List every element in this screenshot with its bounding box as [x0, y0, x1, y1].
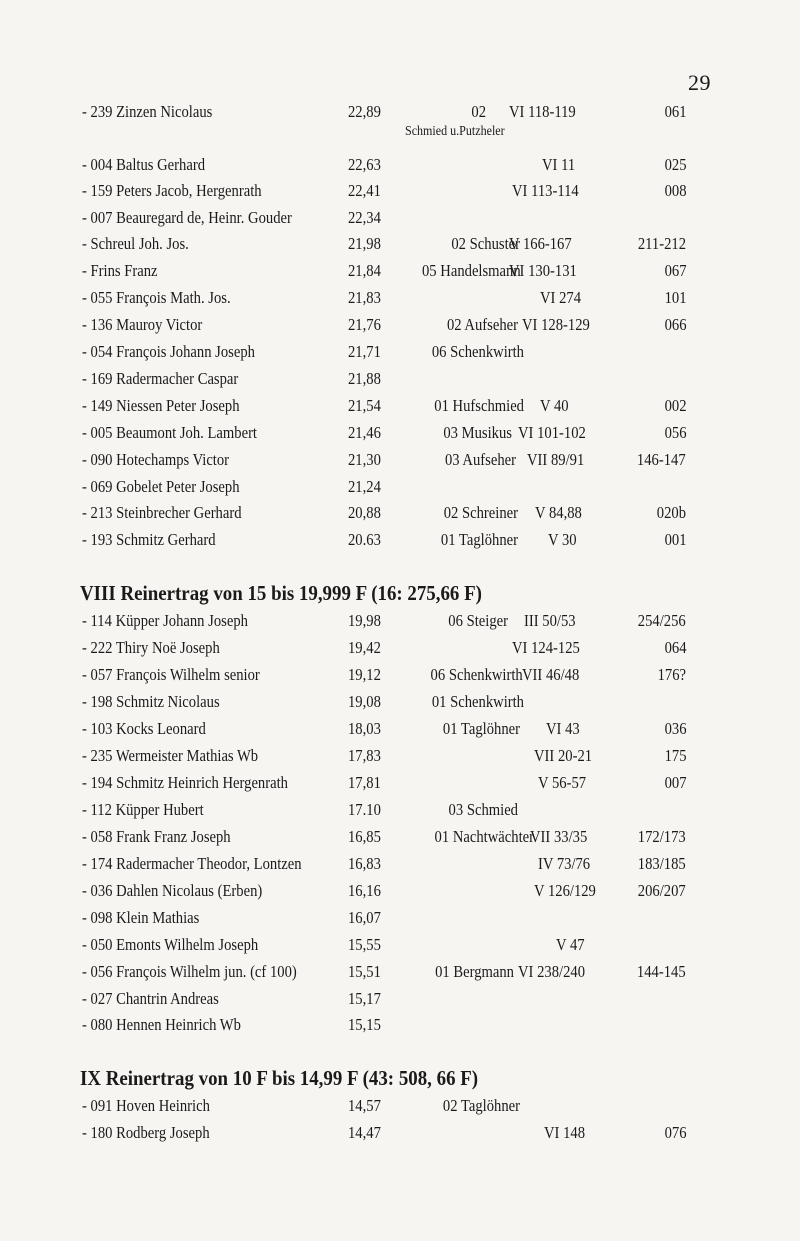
- entry-reference: VI 238/240: [518, 962, 586, 981]
- list-item: [0, 743, 800, 769]
- entry-reference: VII 33/35: [530, 827, 588, 846]
- entry-value: 17.10: [348, 800, 381, 819]
- entry-profession: 01 Taglöhner: [442, 719, 520, 738]
- entry-profession: 01 Schenkwirth: [431, 692, 524, 711]
- entry-profession: 06 Steiger: [448, 611, 508, 630]
- entry-name: - 239 Zinzen Nicolaus: [82, 102, 213, 121]
- entry-value: 19,98: [348, 611, 381, 630]
- entry-name: - 194 Schmitz Heinrich Hergenrath: [82, 773, 288, 792]
- entry-reference: VII 89/91: [527, 450, 585, 469]
- entry-reference: VI 274: [540, 288, 582, 307]
- entry-reference: VI 130-131: [509, 261, 577, 280]
- entry-value: 21,46: [348, 423, 381, 442]
- entry-code: 176?: [657, 665, 686, 684]
- entry-value: 15,51: [348, 962, 381, 981]
- entry-name: - 027 Chantrin Andreas: [82, 989, 219, 1008]
- entry-value: 21,71: [348, 342, 381, 361]
- entry-reference: VI 43: [546, 719, 580, 738]
- entry-name: - 056 François Wilhelm jun. (cf 100): [82, 962, 297, 981]
- list-item: [0, 824, 800, 850]
- entry-code: 144-145: [637, 962, 686, 981]
- entry-name: - 222 Thiry Noë Joseph: [82, 638, 220, 657]
- entry-profession: 06 Schenkwirth: [430, 665, 523, 684]
- entry-reference: V 30: [548, 530, 577, 549]
- entry-code: 206/207: [638, 881, 686, 900]
- list-item: [0, 1120, 800, 1146]
- entry-value: 15,55: [348, 935, 381, 954]
- entry-reference: VII 20-21: [534, 746, 593, 765]
- list-item: [0, 285, 800, 311]
- entry-profession: 05 Handelsmann: [422, 261, 521, 280]
- entry-profession: 02 Aufseher: [446, 315, 518, 334]
- entry-name: - 149 Niessen Peter Joseph: [82, 396, 240, 415]
- entry-name: - 004 Baltus Gerhard: [82, 155, 206, 174]
- entry-value: 17,81: [348, 773, 381, 792]
- entry-reference: V 56-57: [538, 773, 587, 792]
- entry-value: 19,12: [348, 665, 381, 684]
- entry-value: 16,16: [348, 881, 381, 900]
- entry-name: - 007 Beauregard de, Heinr. Gouder: [82, 208, 292, 227]
- entry-name: - 112 Küpper Hubert: [82, 800, 204, 819]
- entry-value: 22,41: [348, 181, 381, 200]
- entry-reference: V 40: [540, 396, 569, 415]
- entry-code: 056: [664, 423, 686, 442]
- list-item: [0, 152, 800, 178]
- entry-code: 061: [664, 102, 686, 121]
- entry-value: 17,83: [348, 746, 381, 765]
- list-item: [0, 258, 800, 284]
- entry-value: 19,08: [348, 692, 381, 711]
- entry-profession: 03 Musikus: [443, 423, 512, 442]
- entry-code: 254/256: [638, 611, 686, 630]
- entry-code: 036: [664, 719, 686, 738]
- entry-value: 22,63: [348, 155, 381, 174]
- list-item: [0, 447, 800, 473]
- list-item: [0, 393, 800, 419]
- entry-reference: VI 128-129: [522, 315, 590, 334]
- list-item: [0, 878, 800, 904]
- entry-name: - Frins Franz: [82, 261, 158, 280]
- entry-value: 21,83: [348, 288, 381, 307]
- entry-reference: VI 148: [544, 1123, 586, 1142]
- list-item: [0, 231, 800, 257]
- list-item: [0, 366, 800, 392]
- entry-name: - 103 Kocks Leonard: [82, 719, 206, 738]
- list-item: [0, 500, 800, 526]
- entry-value: 18,03: [348, 719, 381, 738]
- list-item: [0, 986, 800, 1012]
- entry-reference: VI 124-125: [512, 638, 580, 657]
- entry-code: 025: [664, 155, 686, 174]
- entry-profession: 02 Taglöhner: [442, 1096, 520, 1115]
- entry-profession: 01 Hufschmied: [434, 396, 524, 415]
- entry-sub-note: Schmied u.Putzheler: [405, 124, 505, 139]
- entry-profession: 01 Nachtwächter: [434, 827, 535, 846]
- entry-name: - 193 Schmitz Gerhard: [82, 530, 216, 549]
- entry-value: 15,17: [348, 989, 381, 1008]
- entry-reference: III 50/53: [524, 611, 576, 630]
- list-item: [0, 797, 800, 823]
- list-item: [0, 635, 800, 661]
- entry-code: 007: [664, 773, 686, 792]
- list-item: [0, 770, 800, 796]
- entry-reference: V 166-167: [509, 234, 572, 253]
- entry-name: - 069 Gobelet Peter Joseph: [82, 477, 240, 496]
- entry-reference: VI 118-119: [509, 102, 576, 121]
- entry-value: 21,88: [348, 369, 381, 388]
- page-number: 29: [688, 70, 711, 95]
- entry-code: 002: [664, 396, 686, 415]
- entry-profession: 01 Taglöhner: [440, 530, 518, 549]
- entry-reference: V 84,88: [535, 503, 582, 522]
- entry-name: - 057 François Wilhelm senior: [82, 665, 260, 684]
- list-item: [0, 662, 800, 688]
- entry-value: 16,83: [348, 854, 381, 873]
- entry-profession: 02: [471, 102, 486, 121]
- list-item: [0, 474, 800, 500]
- entry-reference: V 47: [556, 935, 585, 954]
- list-item: [0, 339, 800, 365]
- entry-code: 001: [664, 530, 686, 549]
- entry-value: 16,85: [348, 827, 381, 846]
- entry-code: 020b: [656, 503, 686, 522]
- entry-value: 14,57: [348, 1096, 381, 1115]
- entry-value: 21,84: [348, 261, 381, 280]
- entry-profession: 01 Bergmann: [435, 962, 514, 981]
- list-item: [0, 527, 800, 553]
- section-heading: IX Reinertrag von 10 F bis 14,99 F (43: 508, 66 F): [80, 1066, 479, 1090]
- entry-code: 211-212: [637, 234, 686, 253]
- list-item: [0, 932, 800, 958]
- entry-reference: VI 11: [542, 155, 576, 174]
- list-item: [0, 1012, 800, 1038]
- entry-value: 21,24: [348, 477, 381, 496]
- entry-name: - 036 Dahlen Nicolaus (Erben): [82, 881, 263, 900]
- entry-value: 22,34: [348, 208, 381, 227]
- entry-reference: VI 101-102: [518, 423, 586, 442]
- list-item: [0, 851, 800, 877]
- entry-name: - 054 François Johann Joseph: [82, 342, 255, 361]
- list-item: [0, 178, 800, 204]
- entry-code: 066: [664, 315, 686, 334]
- entry-value: 21,54: [348, 396, 381, 415]
- list-item: [0, 1093, 800, 1119]
- entry-value: 21,98: [348, 234, 381, 253]
- entry-code: 146-147: [637, 450, 686, 469]
- entry-value: 20.63: [348, 530, 381, 549]
- list-item: [0, 689, 800, 715]
- list-item: [0, 205, 800, 231]
- entry-reference: IV 73/76: [538, 854, 591, 873]
- entry-name: - 080 Hennen Heinrich Wb: [82, 1015, 241, 1034]
- entry-name: - 090 Hotechamps Victor: [82, 450, 230, 469]
- entry-name: - 235 Wermeister Mathias Wb: [82, 746, 259, 765]
- entry-name: - 159 Peters Jacob, Hergenrath: [82, 181, 262, 200]
- list-item: [0, 420, 800, 446]
- entry-name: - 114 Küpper Johann Joseph: [82, 611, 248, 630]
- entry-value: 21,76: [348, 315, 381, 334]
- entry-value: 14,47: [348, 1123, 381, 1142]
- entry-profession: 02 Schreiner: [443, 503, 518, 522]
- entry-name: - 091 Hoven Heinrich: [82, 1096, 210, 1115]
- entry-code: 008: [664, 181, 686, 200]
- entry-code: 175: [664, 746, 686, 765]
- entry-profession: 03 Aufseher: [444, 450, 516, 469]
- entry-code: 101: [664, 288, 686, 307]
- entry-value: 21,30: [348, 450, 381, 469]
- entry-name: - 136 Mauroy Victor: [82, 315, 203, 334]
- list-item: [0, 905, 800, 931]
- list-item: [0, 716, 800, 742]
- list-item: [0, 608, 800, 634]
- entry-reference: VII 46/48: [522, 665, 580, 684]
- entry-code: 064: [664, 638, 686, 657]
- entry-value: 19,42: [348, 638, 381, 657]
- entry-profession: 02 Schuster: [451, 234, 520, 253]
- entry-reference: VI 113-114: [512, 181, 579, 200]
- entry-reference: V 126/129: [534, 881, 596, 900]
- entry-profession: 03 Schmied: [448, 800, 518, 819]
- entry-name: - 198 Schmitz Nicolaus: [82, 692, 220, 711]
- entry-code: 076: [664, 1123, 686, 1142]
- entry-value: 15,15: [348, 1015, 381, 1034]
- entry-name: - 174 Radermacher Theodor, Lontzen: [82, 854, 302, 873]
- entry-code: 172/173: [638, 827, 686, 846]
- entry-name: - 213 Steinbrecher Gerhard: [82, 503, 242, 522]
- entry-name: - 098 Klein Mathias: [82, 908, 200, 927]
- section-heading: VIII Reinertrag von 15 bis 19,999 F (16: 275,66 F): [80, 581, 482, 605]
- entry-name: - Schreul Joh. Jos.: [82, 234, 189, 253]
- entry-name: - 055 François Math. Jos.: [82, 288, 231, 307]
- entry-name: - 058 Frank Franz Joseph: [82, 827, 231, 846]
- list-item: [0, 312, 800, 338]
- entry-name: - 005 Beaumont Joh. Lambert: [82, 423, 258, 442]
- entry-value: 22,89: [348, 102, 381, 121]
- entry-name: - 180 Rodberg Joseph: [82, 1123, 210, 1142]
- list-item: [0, 99, 800, 125]
- entry-value: 20,88: [348, 503, 381, 522]
- list-item: [0, 959, 800, 985]
- entry-name: - 169 Radermacher Caspar: [82, 369, 239, 388]
- entry-profession: 06 Schenkwirth: [431, 342, 524, 361]
- entry-value: 16,07: [348, 908, 381, 927]
- entry-name: - 050 Emonts Wilhelm Joseph: [82, 935, 259, 954]
- entry-code: 067: [664, 261, 686, 280]
- entry-code: 183/185: [638, 854, 686, 873]
